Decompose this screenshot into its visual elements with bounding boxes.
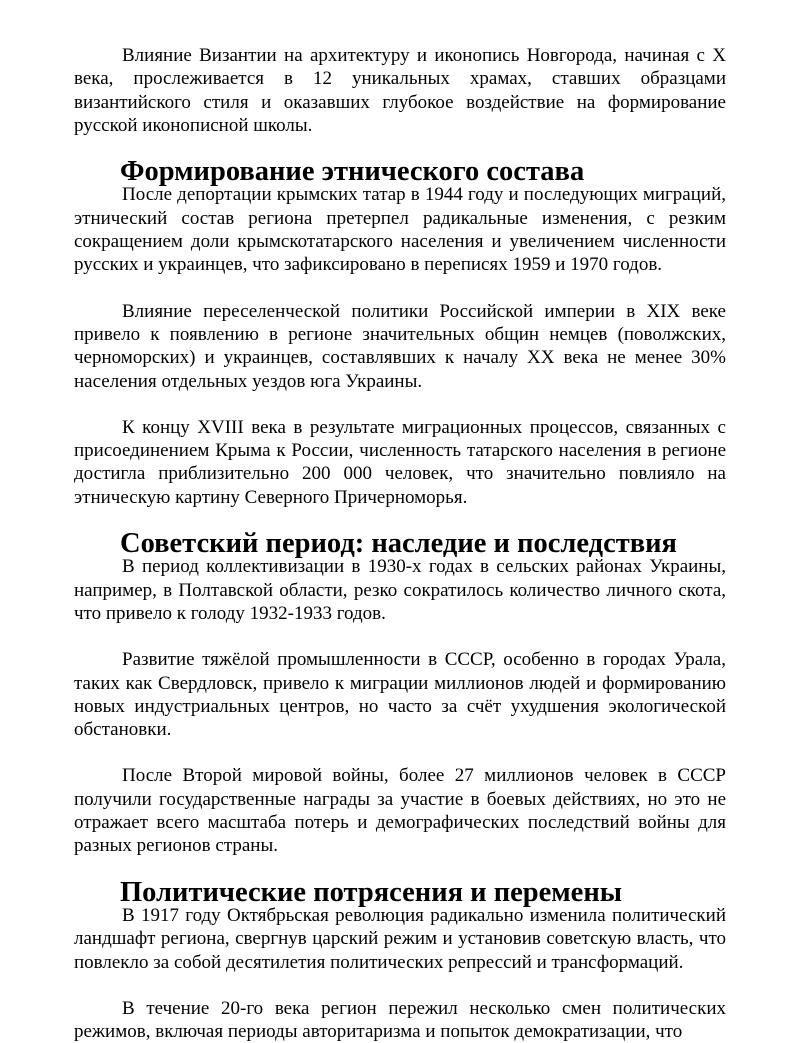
intro-paragraph: Влияние Византии на архитектуру и иконопись Новгорода, начиная с X века, прослеживается в 12 уникальных храмах, ставших образцами византийского стиля и оказавших глубокое воздействие на формирование русской иконописной школы. (74, 45, 726, 136)
section-political-changes (74, 876, 726, 1043)
paragraph: Влияние переселенческой политики Российской империи в XIX веке привело к появлению в регионе значительных общин немцев (поволжских, черноморских) и украинцев, составлявших к началу XX века не менее 30% населения отдельных уездов юга Украины. (74, 300, 726, 392)
section-heading: Политические потрясения и перемены (120, 876, 623, 908)
paragraph: В 1917 году Октябрьская революция радикально изменила политический ландшафт региона, свергнув царский режим и установив советскую власть, что повлекло за собой десятилетия политических репрессий и трансформаций. (74, 904, 726, 973)
paragraph: К концу XVIII века в результате миграционных процессов, связанных с присоединением Крыма к России, численность татарского населения в регионе достигла приблизительно 200 000 человек, что значительно повлияло на этническую картину Северного Причерноморья. (74, 416, 726, 508)
section-soviet-period (74, 528, 726, 858)
paragraph: После депортации крымских татар в 1944 году и последующих миграций, этнический состав региона претерпел радикальные изменения, с резким сокращением доли крымскотатарского населения и увеличением численности русских и украинцев, что зафиксировано в переписях 1959 и 1970 годов. (74, 184, 726, 276)
section-heading: Советский период: наследие и последствия (120, 528, 677, 560)
section-ethnic-composition (74, 156, 726, 509)
paragraph: Развитие тяжёлой промышленности в СССР, особенно в городах Урала, таких как Свердловск, привело к миграции миллионов людей и формированию новых индустриальных центров, но часто за счёт ухудшения экологической обстановки. (74, 649, 726, 741)
paragraph: После Второй мировой войны, более 27 миллионов человек в СССР получили государственные награды за участие в боевых действиях, но это не отражает всего масштаба потерь и демографических последствий войны для разных регионов страны. (74, 765, 726, 857)
section-heading: Формирование этнического состава (120, 156, 585, 188)
paragraph: В течение 20-го века регион пережил несколько смен политических режимов, включая периоды авторитаризма и попыток демократизации, что (74, 997, 726, 1043)
paragraph: В период коллективизации в 1930-х годах в сельских районах Украины, например, в Полтавской области, резко сократилось количество личного скота, что привело к голоду 1932-1933 годов. (74, 556, 726, 624)
